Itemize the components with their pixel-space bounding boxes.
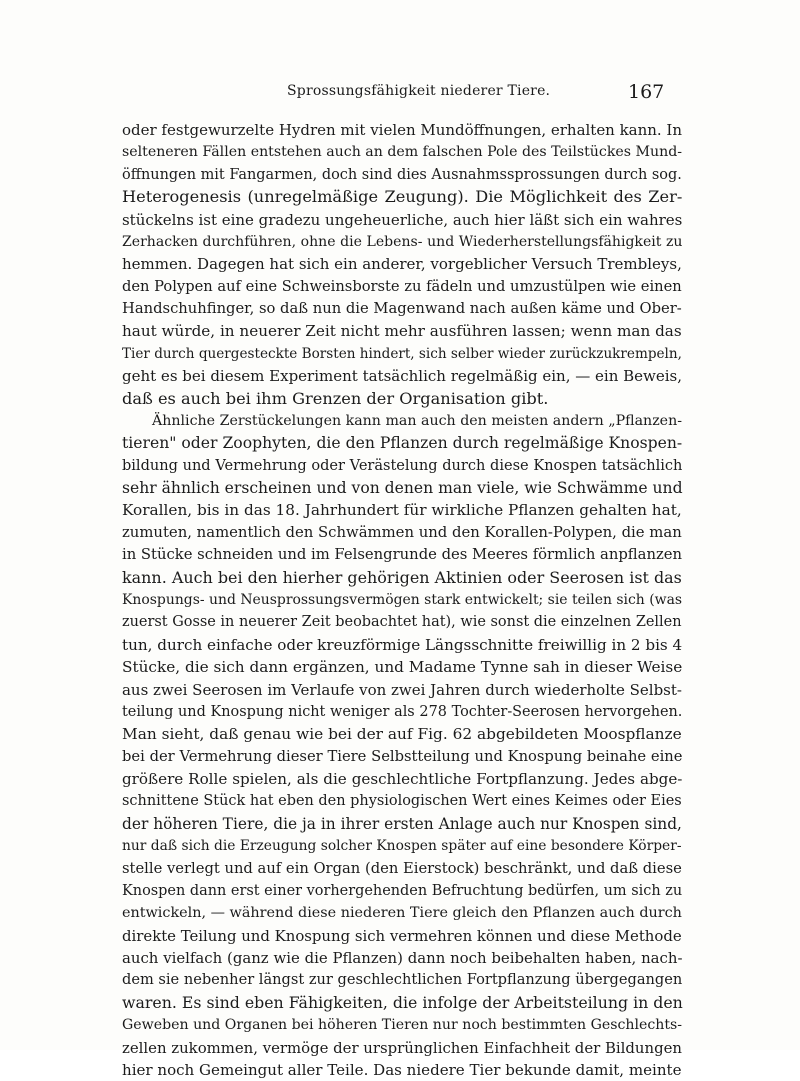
text-line: schnittene Stück hat eben den physiologischen Wert eines Keimes oder Eies — [122, 793, 682, 810]
text-line: Stücke, die sich dann ergänzen, und Madame Tynne sah in dieser Weise — [122, 658, 683, 677]
text-line: geht es bei diesem Experiment tatsächlich regelmäßig ein, — ein Beweis, — [122, 367, 683, 386]
text-line: Knospen dann erst einer vorhergehenden Befruchtung bedürfen, um sich zu — [122, 882, 683, 899]
text-line: stückelns ist eine gradezu ungeheuerliche, auch hier läßt sich ein wahres — [122, 210, 683, 229]
text-line: Tier durch quergesteckte Borsten hindert, sich selber wieder zurückzukrempeln, — [122, 345, 682, 362]
text-line: hier noch Gemeingut aller Teile. Das niedere Tier bekunde damit, meinte — [122, 1060, 682, 1079]
text-line: stelle verlegt und auf ein Organ (den Eierstock) beschränkt, und daß diese — [122, 859, 682, 877]
text-line: Ähnliche Zerstückelungen kann man auch den meisten andern „Pflanzen- — [152, 412, 683, 429]
text-line: Korallen, bis in das 18. Jahrhundert für wirkliche Pflanzen gehalten hat, — [122, 501, 682, 520]
text-line: waren. Es sind eben Fähigkeiten, die infolge der Arbeitsteilung in den — [122, 992, 683, 1012]
text-line: oder festgewurzelte Hydren mit vielen Mundöffnungen, erhalten kann. In — [122, 121, 683, 139]
text-line: bildung und Vermehrung oder Verästelung durch diese Knospen tatsächlich — [122, 457, 683, 474]
text-line: Geweben und Organen bei höheren Tieren nur noch bestimmten Geschlechts- — [122, 1017, 683, 1034]
text-line: entwickeln, — während diese niederen Tiere gleich den Pflanzen auch durch — [122, 905, 682, 922]
text-line: öffnungen mit Fangarmen, doch sind dies Ausnahmssprossungen durch sog. — [122, 166, 682, 183]
text-line: Heterogenesis (unregelmäßige Zeugung). Die Möglichkeit des Zer- — [122, 187, 683, 207]
text-line: Man sieht, daß genau wie bei der auf Fig. 62 abgebildeten Moospflanze — [122, 725, 682, 744]
text-line: in Stücke schneiden und im Felsengrunde des Meeres förmlich anpflanzen — [122, 546, 682, 564]
running-head: Sprossungsfähigkeit niederer Tiere. — [287, 83, 551, 99]
text-line: aus zwei Seerosen im Verlaufe von zwei Jahren durch wiederholte Selbst- — [122, 680, 682, 699]
text-line: Handschuhfinger, so daß nun die Magenwand nach außen käme und Ober- — [122, 300, 682, 318]
text-line: tun, durch einfache oder kreuzförmige Längsschnitte freiwillig in 2 bis 4 — [122, 635, 683, 654]
text-line: Knospungs- und Neusprossungsvermögen stark entwickelt; sie teilen sich (was — [122, 591, 683, 608]
page-number: 167 — [628, 81, 665, 103]
text-line: teilung und Knospung nicht weniger als 278 Tochter-Seerosen hervorgehen. — [122, 703, 683, 720]
text-line: größere Rolle spielen, als die geschlechtliche Fortpflanzung. Jedes abge- — [122, 770, 683, 789]
text-line: zellen zukommen, vermöge der ursprünglichen Einfachheit der Bildungen — [122, 1038, 682, 1057]
text-line: haut würde, in neuerer Zeit nicht mehr ausführen lassen; wenn man das — [122, 322, 682, 341]
text-line: Zerhacken durchführen, ohne die Lebens- und Wiederherstellungsfähigkeit zu — [122, 233, 683, 250]
text-line: bei der Vermehrung dieser Tiere Selbstteilung und Knospung beinahe eine — [122, 747, 683, 765]
text-line: dem sie nebenher längst zur geschlechtlichen Fortpflanzung übergegangen — [122, 971, 683, 989]
text-line: selteneren Fällen entstehen auch an dem falschen Pole des Teilstückes Mund- — [122, 144, 683, 161]
text-line: hemmen. Dagegen hat sich ein anderer, vorgeblicher Versuch Trembleys, — [122, 255, 682, 274]
text-line: sehr ähnlich erscheinen und von denen man viele, wie Schwämme und — [122, 479, 683, 498]
text-line: daß es auch bei ihm Grenzen der Organisation gibt. — [122, 388, 549, 408]
text-line: kann. Auch bei den hierher gehörigen Aktinien oder Seerosen ist das — [122, 567, 682, 587]
text-line: direkte Teilung und Knospung sich vermehren können und diese Methode — [122, 926, 682, 945]
text-line: zumuten, namentlich den Schwämmen und den Korallen-Polypen, die man — [122, 523, 682, 541]
text-line: zuerst Gosse in neuerer Zeit beobachtet hat), wie sonst die einzelnen Zellen — [122, 614, 682, 631]
text-line: auch vielfach (ganz wie die Pflanzen) dann noch beibehalten haben, nach- — [122, 949, 683, 968]
text-line: tieren" oder Zoophyten, die den Pflanzen durch regelmäßige Knospen- — [122, 434, 683, 453]
text-line: der höheren Tiere, die ja in ihrer ersten Anlage auch nur Knospen sind, — [122, 814, 682, 833]
text-line: nur daß sich die Erzeugung solcher Knospen später auf eine besondere Körper- — [122, 838, 682, 855]
text-line: den Polypen auf eine Schweinsborste zu fädeln und umzustülpen wie einen — [122, 277, 682, 295]
